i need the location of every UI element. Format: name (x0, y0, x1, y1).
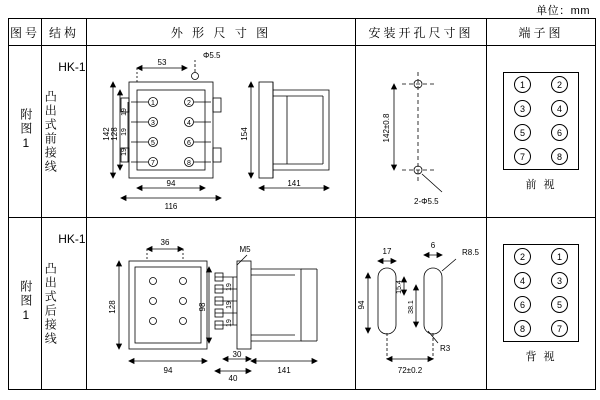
dim-side-depth-2: 141 (277, 365, 291, 375)
cell-structure-2 (42, 218, 87, 390)
terminal-diagram-rear (487, 244, 595, 364)
pin-label: 7 (151, 160, 155, 167)
dim-d30-2: 30 (232, 349, 242, 359)
cell-fig-no-2 (9, 218, 42, 390)
dim-h98-2: 98 (198, 302, 207, 311)
cell-outline-2 (87, 218, 356, 390)
terminal-pin: 1 (514, 76, 531, 93)
dim-side-depth-1: 141 (287, 179, 301, 188)
dim-94: 94 (357, 300, 366, 309)
pin-label: 8 (187, 160, 191, 167)
cell-structure-1 (42, 46, 87, 218)
fig-no-label-1: 附图1 (18, 108, 33, 152)
cell-mounting-1 (356, 46, 487, 218)
outline-drawing-rear (87, 221, 355, 387)
cell-fig-no-1 (9, 46, 42, 218)
dim-pitch-2a: 19 (226, 282, 233, 291)
terminal-diagram-front (487, 72, 595, 192)
pin-label: 4 (187, 120, 191, 127)
structure-model-2: HK-1 (58, 232, 86, 246)
header-outline: 外 形 尺 寸 图 (87, 19, 356, 46)
dim-pitch-2c: 19 (226, 318, 233, 327)
dim-72: 72±0.2 (397, 365, 423, 375)
terminal-pin: 7 (514, 148, 531, 165)
dim-pitch-1c: 19 (121, 148, 128, 156)
dim-thread-2: M5 (239, 244, 251, 254)
terminal-pin: 1 (551, 248, 568, 265)
terminal-pin: 2 (551, 76, 568, 93)
terminal-pin: 4 (551, 100, 568, 117)
dim-6: 6 (430, 240, 436, 250)
dim-top-width-1: 53 (157, 58, 167, 67)
terminal-caption-2: 背 视 (525, 350, 557, 363)
dimension-table (8, 18, 596, 390)
dim-w-inner-2: 94 (163, 365, 173, 375)
dim-38-1: 38.1 (408, 299, 415, 314)
terminal-pin: 5 (514, 124, 531, 141)
fig-no-label-2: 附图1 (18, 280, 33, 324)
header-fig-no: 图号 (9, 19, 42, 46)
pin-label: 2 (187, 100, 191, 107)
dim-mount-v-1: 142±0.8 (382, 113, 391, 142)
dim-left-height-2: 128 (108, 299, 117, 314)
cell-terminal-2 (487, 218, 596, 390)
dim-d40-2: 40 (228, 373, 238, 383)
pin-label: 6 (187, 140, 191, 147)
structure-text-2: 凸出式后接线 (43, 261, 58, 346)
dim-h-total-1: 142 (102, 127, 111, 141)
dim-w-outer-1: 116 (164, 202, 178, 211)
terminal-pin: 4 (514, 272, 531, 289)
terminal-pin: 6 (514, 296, 531, 313)
dim-pitch-1b: 19 (121, 128, 128, 136)
table-row (9, 46, 596, 218)
terminal-pin: 8 (514, 320, 531, 337)
unit-note: 单位：mm (536, 5, 590, 17)
table-header-row (9, 19, 596, 46)
cell-outline-1 (87, 46, 356, 218)
outline-drawing-front (87, 46, 355, 212)
note-hole-1: 2-Φ5.5 (414, 196, 439, 206)
structure-model-1: HK-1 (58, 60, 86, 74)
terminal-pin: 3 (514, 100, 531, 117)
dim-w-inner-1: 94 (166, 179, 176, 188)
terminal-pin: 7 (551, 320, 568, 337)
header-mounting: 安装开孔尺寸图 (356, 19, 487, 46)
terminal-pin: 3 (551, 272, 568, 289)
terminal-pin: 8 (551, 148, 568, 165)
dim-pitch-1a: 19 (121, 108, 128, 116)
terminal-caption-1: 前 视 (525, 178, 557, 191)
mounting-drawing-front (356, 52, 486, 212)
terminal-pin: 5 (551, 296, 568, 313)
pin-label: 3 (151, 120, 155, 127)
dim-top-width-2: 36 (160, 237, 170, 247)
header-terminal: 端子图 (487, 19, 596, 46)
dim-17: 17 (382, 246, 392, 256)
table-row (9, 218, 596, 390)
note-r85: R8.5 (462, 247, 479, 257)
cell-mounting-2 (356, 218, 487, 390)
cell-terminal-1 (487, 46, 596, 218)
pin-label: 5 (151, 140, 155, 147)
mounting-drawing-rear (356, 221, 486, 387)
dim-h-mid-1: 128 (110, 127, 119, 141)
dim-15-4: 15.4 (396, 279, 403, 294)
terminal-pin: 6 (551, 124, 568, 141)
structure-text-1: 凸出式前接线 (43, 89, 58, 174)
dim-hole-dia-1: Φ5.5 (203, 51, 221, 60)
dim-side-height-1: 154 (240, 127, 249, 141)
pin-label: 1 (151, 100, 155, 107)
dim-pitch-2b: 19 (226, 300, 233, 309)
header-structure: 结构 (42, 19, 87, 46)
terminal-pin: 2 (514, 248, 531, 265)
note-r3: R3 (440, 343, 451, 353)
